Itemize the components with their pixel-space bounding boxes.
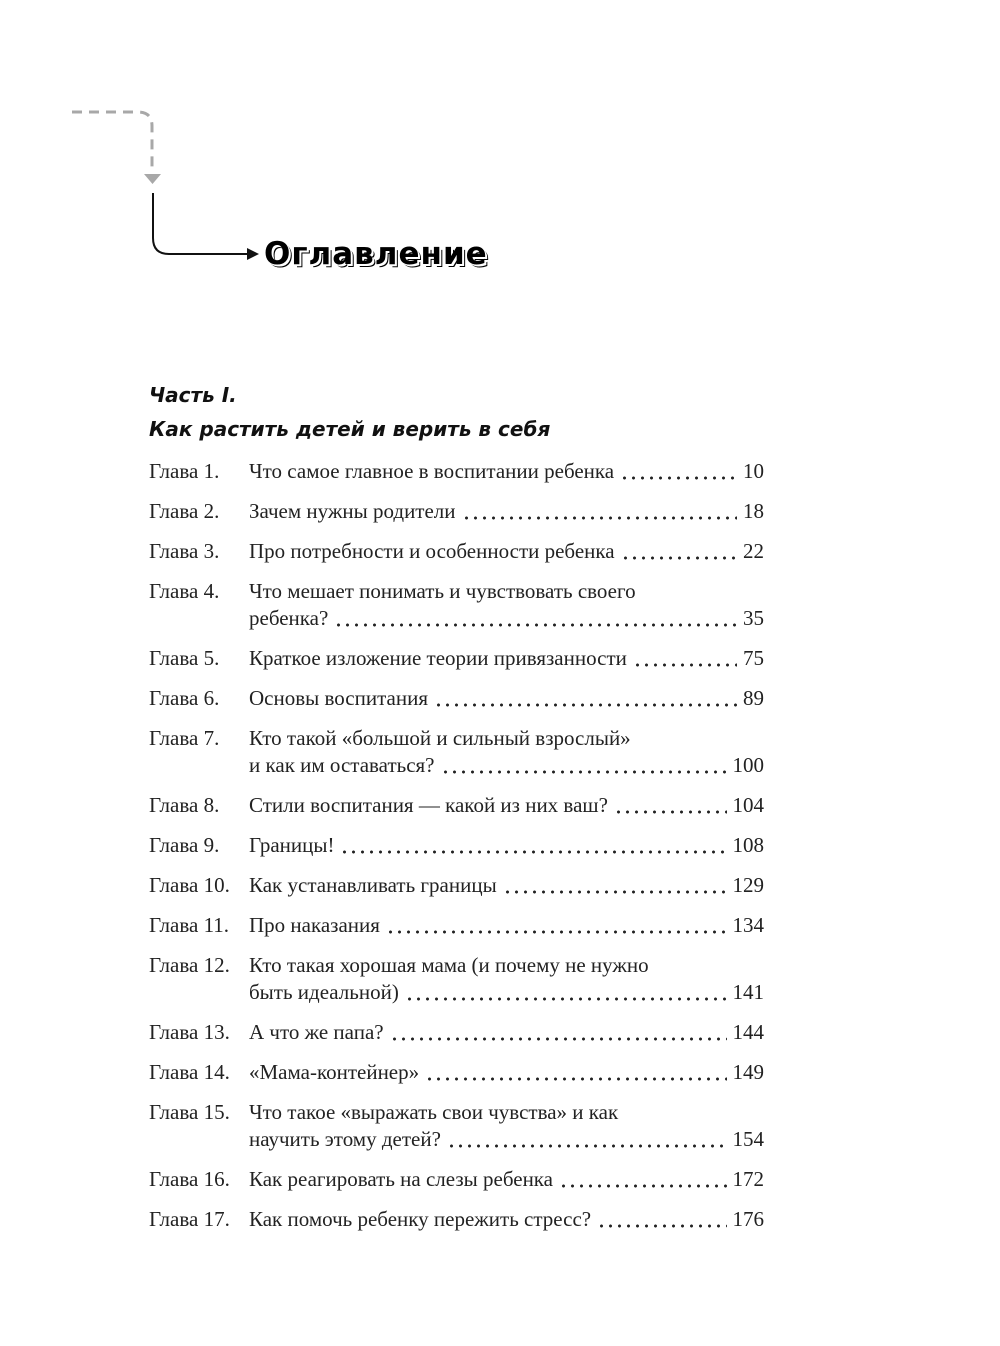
chapter-title: Краткое изложение теории привязанности <box>249 646 627 670</box>
toc-entry[interactable] <box>149 685 764 712</box>
dot-leader <box>434 685 737 712</box>
dot-leader <box>447 1126 727 1153</box>
chapter-number: Глава 6. <box>149 686 220 710</box>
chapter-title: Границы! <box>249 833 335 857</box>
dot-leader <box>462 498 737 525</box>
dot-leader <box>633 645 737 672</box>
toc-entry[interactable] <box>149 872 764 899</box>
chapter-title: Что такое «выражать свои чувства» и как <box>249 1100 619 1124</box>
dot-leader <box>620 458 737 485</box>
dot-leader <box>340 832 726 859</box>
toc-entry[interactable] <box>149 458 764 485</box>
chapter-number: Глава 3. <box>149 539 220 563</box>
toc-entry[interactable] <box>149 832 764 859</box>
page-number: 134 <box>732 913 764 937</box>
page-number: 100 <box>732 753 764 777</box>
chapter-number: Глава 1. <box>149 459 220 483</box>
chapter-title: Про потребности и особенности ребенка <box>249 539 615 563</box>
toc-entry[interactable] <box>149 498 764 525</box>
chapter-number: Глава 5. <box>149 646 220 670</box>
chapter-title: «Мама-контейнер» <box>249 1060 420 1084</box>
dot-leader <box>390 1019 727 1046</box>
toc-entry[interactable] <box>149 538 764 565</box>
chapter-title: Кто такой «большой и сильный взрослый» <box>249 726 631 750</box>
page-number: 149 <box>732 1060 764 1084</box>
dot-leader <box>597 1206 726 1233</box>
page-number: 172 <box>732 1167 764 1191</box>
dot-leader <box>405 979 727 1006</box>
page-number: 10 <box>743 459 764 483</box>
chapter-title: Как помочь ребенку пережить стресс? <box>249 1207 592 1231</box>
toc-entry[interactable] <box>149 645 764 672</box>
dot-leader <box>621 538 737 565</box>
chapter-title: Что самое главное в воспитании ребенка <box>249 459 615 483</box>
chapter-number: Глава 11. <box>149 913 230 937</box>
page-number: 22 <box>743 539 764 563</box>
chapter-number: Глава 10. <box>149 873 230 897</box>
chapter-number: Глава 4. <box>149 579 220 603</box>
chapter-title: Как устанавливать границы <box>249 873 497 897</box>
toc-entry[interactable] <box>149 1206 764 1233</box>
chapter-title: ребенка? <box>249 606 329 630</box>
chapter-number: Глава 8. <box>149 793 220 817</box>
chapter-title: Кто такая хорошая мама (и почему не нужно <box>249 953 649 977</box>
toc-entry[interactable] <box>149 725 764 779</box>
chapter-title: Стили воспитания — какой из них ваш? <box>249 793 608 817</box>
chapter-number: Глава 13. <box>149 1020 230 1044</box>
page-number: 35 <box>743 606 764 630</box>
page-title: Оглавление <box>264 236 488 272</box>
dot-leader <box>503 872 727 899</box>
page-number: 89 <box>743 686 764 710</box>
table-of-contents <box>149 458 764 1246</box>
page-number: 141 <box>732 980 764 1004</box>
dot-leader <box>559 1166 726 1193</box>
chapter-number: Глава 7. <box>149 726 220 750</box>
chapter-number: Глава 15. <box>149 1100 230 1124</box>
chapter-title: научить этому детей? <box>249 1127 441 1151</box>
dot-leader <box>334 605 737 632</box>
chapter-number: Глава 9. <box>149 833 220 857</box>
chapter-title: Что мешает понимать и чувствовать своего <box>249 579 636 603</box>
chapter-number: Глава 17. <box>149 1207 230 1231</box>
toc-entry[interactable] <box>149 1059 764 1086</box>
part-title: Как растить детей и верить в себя <box>149 417 551 441</box>
chapter-title: Про наказания <box>249 913 380 937</box>
part-label: Часть I. <box>149 383 237 407</box>
toc-entry[interactable] <box>149 952 764 1006</box>
chapter-title: Зачем нужны родители <box>249 499 456 523</box>
dot-leader <box>441 752 727 779</box>
page-number: 104 <box>732 793 764 817</box>
toc-entry[interactable] <box>149 1099 764 1153</box>
dot-leader <box>425 1059 726 1086</box>
chapter-title: Основы воспитания <box>249 686 428 710</box>
page-number: 154 <box>732 1127 764 1151</box>
chapter-title: А что же папа? <box>249 1020 384 1044</box>
chapter-number: Глава 14. <box>149 1060 230 1084</box>
toc-entry[interactable] <box>149 1166 764 1193</box>
page-number: 144 <box>732 1020 764 1044</box>
chapter-number: Глава 16. <box>149 1167 230 1191</box>
toc-entry[interactable] <box>149 792 764 819</box>
toc-entry[interactable] <box>149 1019 764 1046</box>
page-number: 18 <box>743 499 764 523</box>
page-number: 176 <box>732 1207 764 1231</box>
page-number: 129 <box>732 873 764 897</box>
toc-entry[interactable] <box>149 578 764 632</box>
chapter-title: и как им оставаться? <box>249 753 435 777</box>
chapter-number: Глава 2. <box>149 499 220 523</box>
dot-leader <box>614 792 727 819</box>
part-heading <box>149 378 749 446</box>
toc-entry[interactable] <box>149 912 764 939</box>
chapter-title: Как реагировать на слезы ребенка <box>249 1167 554 1191</box>
page-number: 108 <box>732 833 764 857</box>
chapter-title: быть идеальной) <box>249 980 399 1004</box>
chapter-number: Глава 12. <box>149 953 230 977</box>
page-number: 75 <box>743 646 764 670</box>
dot-leader <box>386 912 727 939</box>
